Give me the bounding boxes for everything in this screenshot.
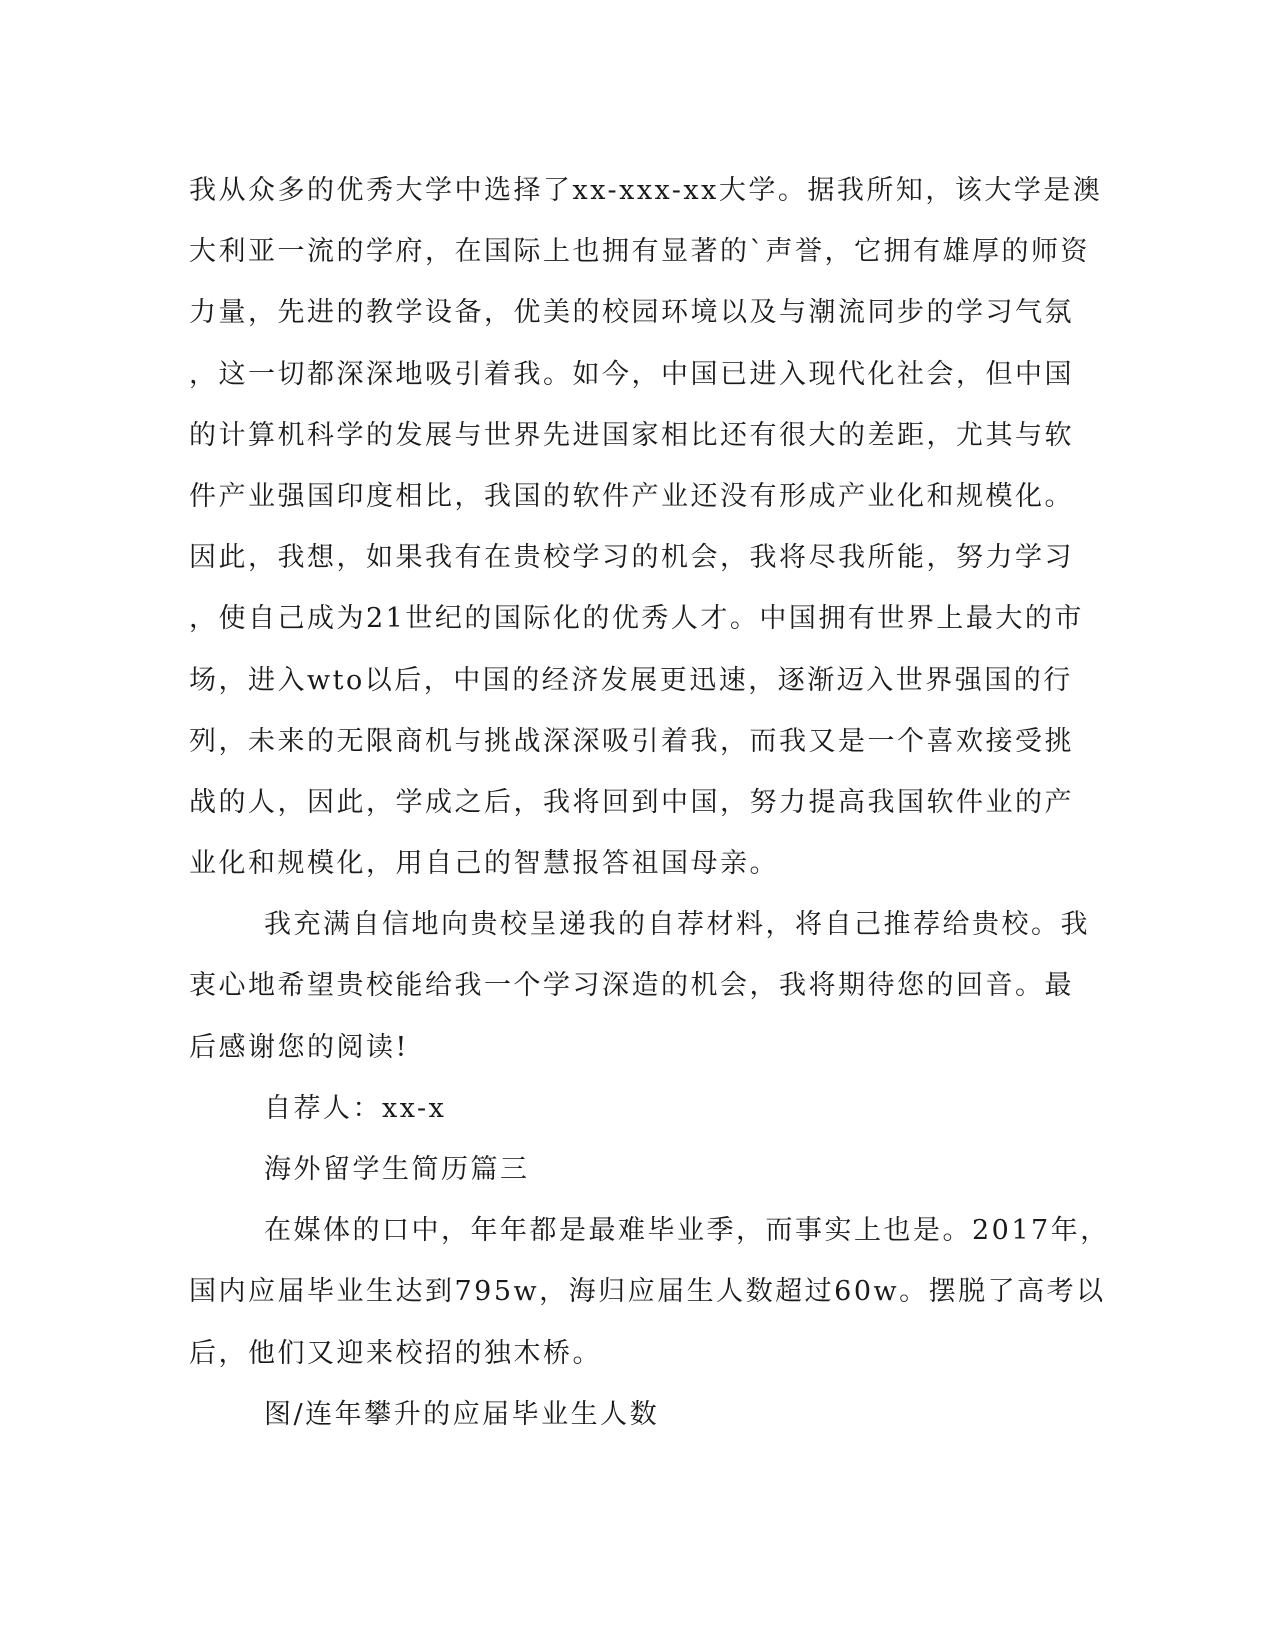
text-line: 因此，我想，如果我有在贵校学习的机会，我将尽我所能，努力学习 bbox=[189, 542, 1074, 574]
text-line: 大利亚一流的学府，在国际上也拥有显著的`声誉，它拥有雄厚的师资 bbox=[189, 236, 1090, 268]
text-line: ，这一切都深深地吸引着我。如今，中国已进入现代化社会，但中国 bbox=[189, 358, 1074, 390]
text-line: 衷心地希望贵校能给我一个学习深造的机会，我将期待您的回音。最 bbox=[189, 970, 1074, 1002]
text-line: 场，进入wto以后，中国的经济发展更迅速，逐渐迈入世界强国的行 bbox=[189, 664, 1073, 696]
text-line: ，使自己成为21世纪的国际化的优秀人才。中国拥有世界上最大的市 bbox=[189, 603, 1084, 635]
document-body bbox=[189, 160, 1110, 1445]
text-line: 列，未来的无限商机与挑战深深吸引着我，而我又是一个喜欢接受挑 bbox=[189, 725, 1074, 757]
signature: 自荐人：xx-x bbox=[264, 1092, 447, 1124]
text-line: 我从众多的优秀大学中选择了xx-xxx-xx大学。据我所知，该大学是澳 bbox=[189, 175, 1103, 206]
text-line: 后感谢您的阅读! bbox=[189, 1031, 409, 1063]
paragraph-2 bbox=[189, 894, 1089, 1078]
text-line: 在媒体的口中，年年都是最难毕业季，而事实上也是。2017年， bbox=[264, 1215, 1110, 1247]
text-line: 战的人，因此，学成之后，我将回到中国，努力提高我国软件业的产 bbox=[189, 786, 1074, 818]
text-line: 我充满自信地向贵校呈递我的自荐材料，将自己推荐给贵校。我 bbox=[264, 909, 1090, 941]
section-title: 海外留学生简历篇三 bbox=[264, 1154, 530, 1185]
text-line: 的计算机科学的发展与世界先进国家相比还有很大的差距，尤其与软 bbox=[189, 419, 1074, 451]
text-line: 国内应届毕业生达到795w，海归应届生人数超过60w。摆脱了高考以 bbox=[189, 1276, 1106, 1308]
text-line: 件产业强国印度相比，我国的软件产业还没有形成产业化和规模化。 bbox=[189, 480, 1074, 512]
figure-caption: 图/连年攀升的应届毕业生人数 bbox=[264, 1398, 660, 1430]
paragraph-3 bbox=[189, 1200, 1110, 1384]
text-line: 业化和规模化，用自己的智慧报答祖国母亲。 bbox=[189, 848, 779, 880]
text-line: 力量，先进的教学设备，优美的校园环境以及与潮流同步的学习气氛 bbox=[189, 297, 1074, 329]
paragraph-1 bbox=[189, 160, 1103, 894]
text-line: 后，他们又迎来校招的独木桥。 bbox=[189, 1337, 602, 1369]
